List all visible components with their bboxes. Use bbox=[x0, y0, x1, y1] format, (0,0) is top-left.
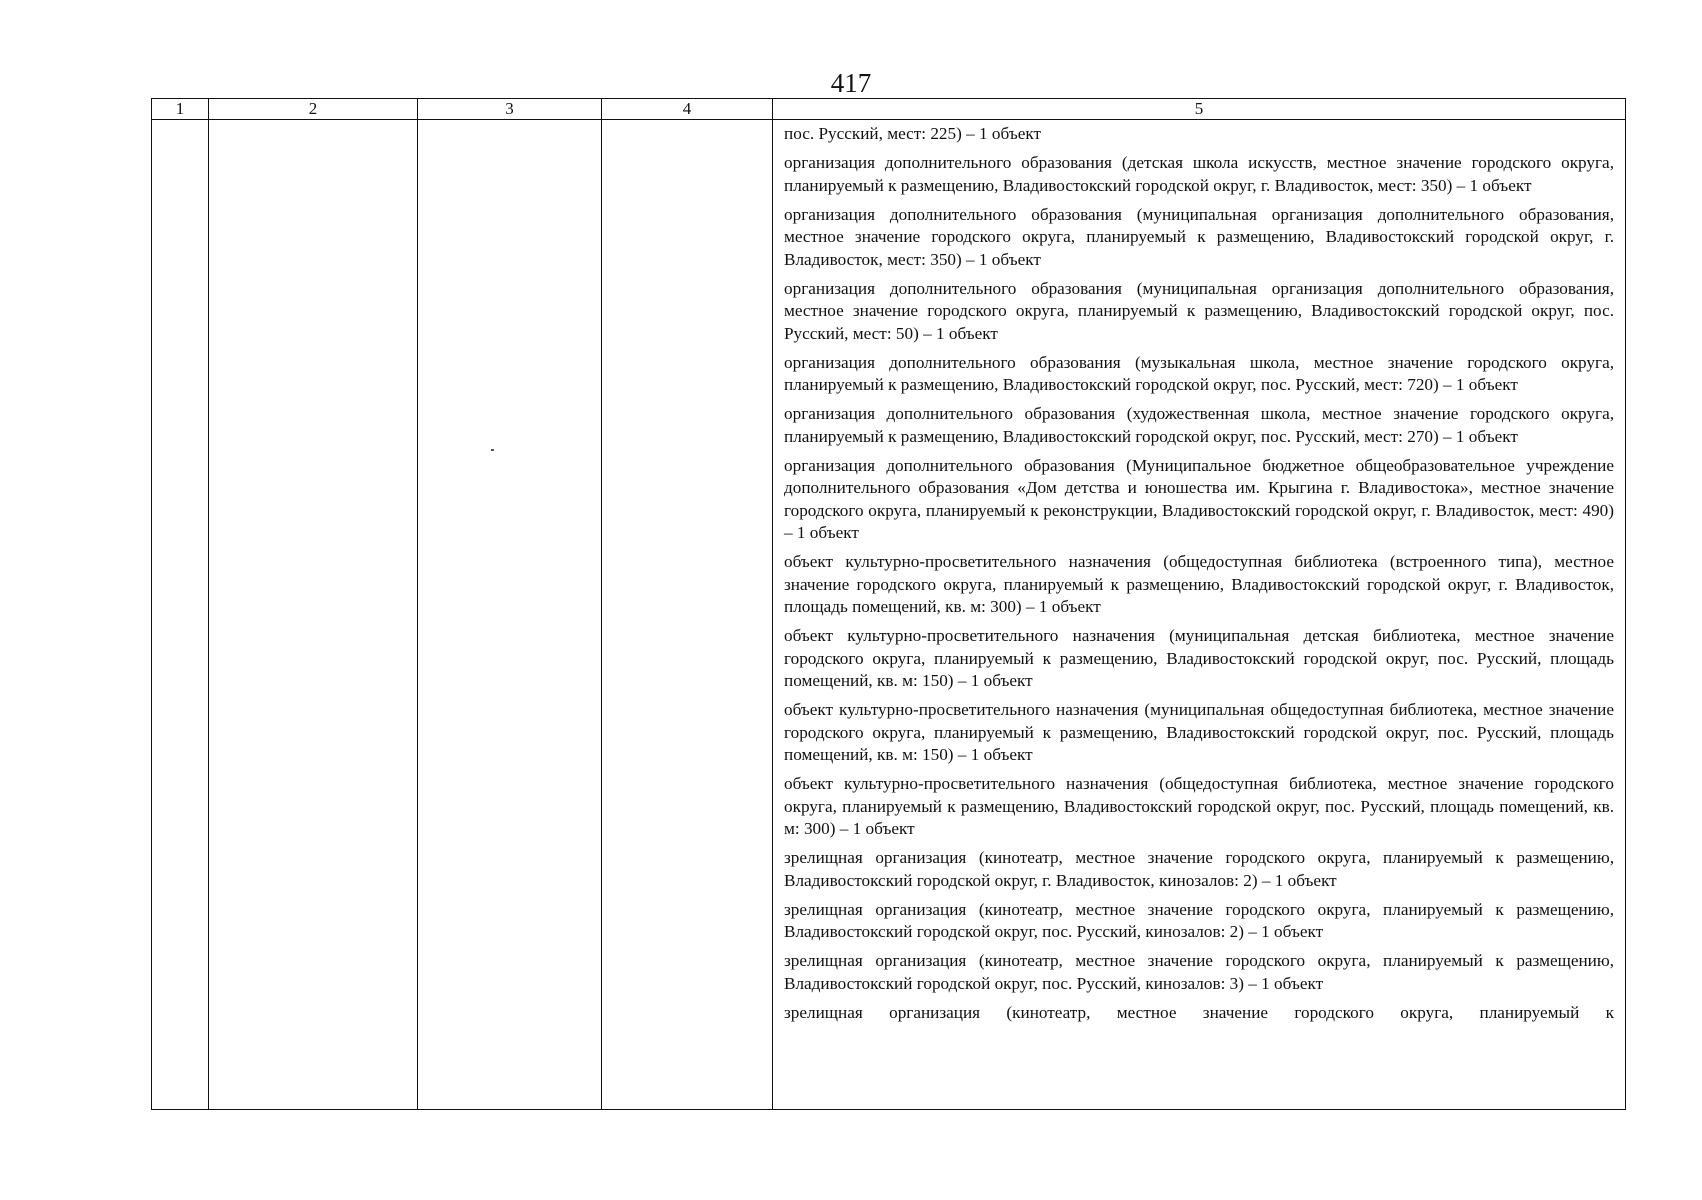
column-header-5: 5 bbox=[773, 99, 1626, 120]
table-cell-col4 bbox=[602, 120, 773, 1110]
table-header-row bbox=[152, 99, 1626, 120]
column-header-1: 1 bbox=[152, 99, 209, 120]
column-header-2: 2 bbox=[209, 99, 418, 120]
list-item: организация дополнительного образования (художественная школа, местное значение городского округа, планируемый к размещению, Владивостокский городской округ, пос. Русский, мест: 270) – 1 объект bbox=[784, 404, 1614, 446]
list-item: объект культурно-просветительного назначения (муниципальная детская библиотека, местное значение городского округа, планируемый к размещению, Владивостокский городской округ, пос. Русский, площадь помещений, кв. м: 150) – 1 объект bbox=[784, 626, 1614, 690]
list-item: организация дополнительного образования (муниципальная организация дополнительного образования, местное значение городского округа, планируемый к размещению, Владивостокский городской округ, пос. Русский, мест: 50) – 1 объект bbox=[784, 278, 1614, 343]
list-item: пос. Русский, мест: 225) – 1 объект bbox=[784, 124, 1041, 143]
table-cell-col5 bbox=[773, 120, 1626, 1110]
list-item: объект культурно-просветительного назначения (общедоступная библиотека, местное значение городского округа, планируемый к размещению, Владивостокский городской округ, пос. Русский, площадь помещений, кв. м: 300) – 1 объект bbox=[784, 774, 1614, 838]
list-item: объект культурно-просветительного назначения (муниципальная общедоступная библиотека, местное значение городского округа, планируемый к размещению, Владивостокский городской округ, пос. Русский, площадь помещений, кв. м: 150) – 1 объект bbox=[784, 700, 1614, 764]
table-cell-col1 bbox=[152, 120, 209, 1110]
scan-speck bbox=[491, 449, 494, 451]
list-item: организация дополнительного образования (детская школа искусств, местное значение городского округа, планируемый к размещению, Владивостокский городской округ, г. Владивосток, мест: 350) – 1 объект bbox=[784, 153, 1614, 195]
table-row bbox=[152, 120, 1626, 1110]
table-cell-col2 bbox=[209, 120, 418, 1110]
list-item: организация дополнительного образования (музыкальная школа, местное значение городского округа, планируемый к размещению, Владивостокский городской округ, пос. Русский, мест: 720) – 1 объект bbox=[784, 352, 1614, 394]
document-table bbox=[151, 98, 1626, 1110]
list-item: зрелищная организация (кинотеатр, местное значение городского округа, планируемый к размещению, Владивостокский городской округ, пос. Русский, кинозалов: 2) – 1 объект bbox=[784, 899, 1614, 941]
list-item: организация дополнительного образования (Муниципальное бюджетное общеобразовательное учреждение дополнительного образования «Дом детства и юношества им. Крыгина г. Владивостока», местное значение городского округа, планируемый к реконструкции, Владивостокский городской округ, г. Владивосток, мест: 490) – 1 объект bbox=[784, 455, 1614, 542]
list-item: организация дополнительного образования (муниципальная организация дополнительного образования, местное значение городского округа, планируемый к размещению, Владивостокский городской округ, г. Владивосток, мест: 350) – 1 объект bbox=[784, 204, 1614, 269]
column-header-4: 4 bbox=[602, 99, 773, 120]
list-item: зрелищная организация (кинотеатр, местное значение городского округа, планируемый к размещению, Владивостокский городской округ, пос. Русский, кинозалов: 3) – 1 объект bbox=[784, 951, 1614, 993]
list-item: зрелищная организация (кинотеатр, местное значение городского округа, планируемый к размещению, Владивостокский городской округ, г. Владивосток, кинозалов: 2) – 1 объект bbox=[784, 848, 1614, 890]
list-item-truncated: зрелищная организация (кинотеатр, местное значение городского округа, планируемый к bbox=[784, 1002, 1614, 1022]
list-item: объект культурно-просветительного назначения (общедоступная библиотека (встроенного типа), местное значение городского округа, планируемый к размещению, Владивостокский городской округ, г. Владивосток, площадь помещений, кв. м: 300) – 1 объект bbox=[784, 552, 1614, 616]
page-number: 417 bbox=[830, 68, 872, 98]
column-header-3: 3 bbox=[418, 99, 602, 120]
table-cell-col3 bbox=[418, 120, 602, 1110]
